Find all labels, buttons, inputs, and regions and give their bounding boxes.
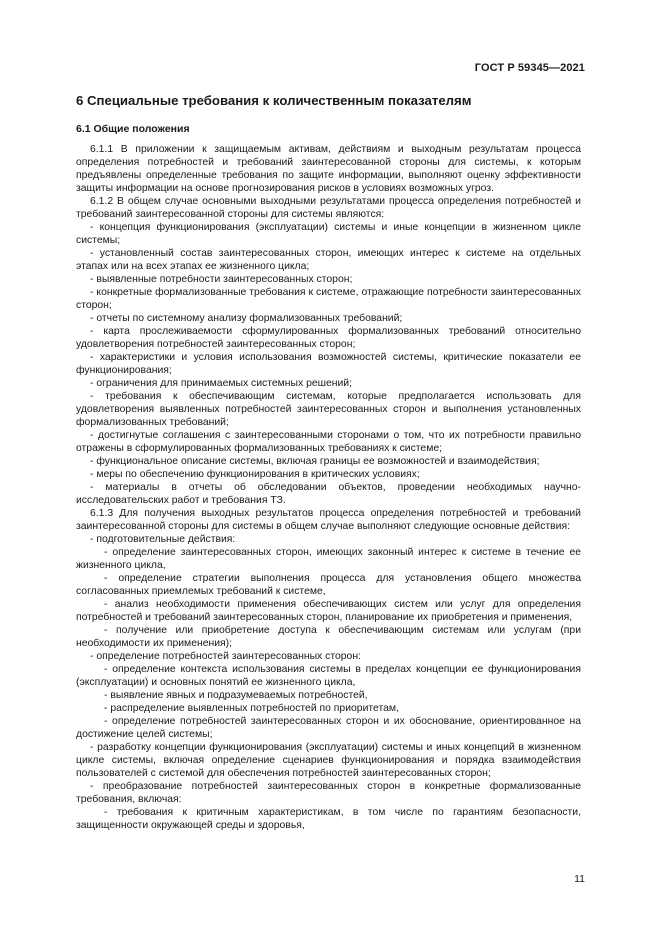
list-item: - концепция функционирования (эксплуатации) системы и иные концепции в жизненном цикле системы; [76, 222, 581, 246]
paragraph: 6.1.3 Для получения выходных результатов процесса определения потребностей и требований заинтересованной стороны для системы в общем случае выполняют следующие основные действия: [76, 508, 581, 532]
list-item: - достигнутые соглашения с заинтересованными сторонами о том, что их потребности правильно отражены в сформулированных формализованных требованиях к системе; [76, 430, 581, 454]
list-item: - требования к критичным характеристикам, в том числе по гарантиям безопасности, защищенности окружающей среды и здоровья, [76, 807, 581, 831]
list-item: - характеристики и условия использования возможностей системы, критические показатели ее функционирования; [76, 352, 581, 376]
list-item: - материалы в отчеты об обследовании объектов, проведении необходимых научно-исследовательских работ и требования ТЗ. [76, 482, 581, 506]
list-item: - требования к обеспечивающим системам, которые предполагается использовать для удовлетворения выявленных потребностей заинтересованных сторон и выполнения установленных формализованных требований; [76, 391, 581, 428]
body-text [76, 143, 581, 832]
paragraph: 6.1.2 В общем случае основными выходными результатами процесса определения потребностей и требований заинтересованной стороны для системы являются: [76, 196, 581, 220]
list-item: - определение заинтересованных сторон, имеющих законный интерес к системе в течение ее жизненного цикла, [76, 547, 581, 571]
list-item: - анализ необходимости применения обеспечивающих систем или услуг для определения потребностей и требований заинтересованных сторон, планирование их приобретения и применения, [76, 599, 581, 623]
list-item: - ограничения для принимаемых системных решений; [90, 378, 353, 389]
list-item: - подготовительные действия: [90, 534, 236, 545]
list-item: - распределение выявленных потребностей по приоритетам, [104, 703, 399, 714]
list-item: - выявленные потребности заинтересованных сторон; [90, 274, 353, 285]
list-item: - разработку концепции функционирования (эксплуатации) системы и иных концепций в жизненном цикле системы, включая определение сценариев функционирования и порядка взаимодействия пользователей с системой для обеспечения потребностей заинтересованных сторон; [76, 742, 581, 779]
paragraph: 6.1.1 В приложении к защищаемым активам, действиям и выходным результатам процесса определения потребностей и требований заинтересованной стороны для системы, к которым предъявлены определенные требования по защите информации, выполняют оценку эффективности защиты информации на основе прогнозирования рисков в условиях возможных угроз. [76, 144, 581, 194]
page-number: 11 [574, 873, 585, 885]
list-item: - меры по обеспечению функционирования в критических условиях; [90, 469, 420, 480]
list-item: - получение или приобретение доступа к обеспечивающим системам или услугам (при необходимости их применения); [76, 625, 581, 649]
list-item: - определение потребностей заинтересованных сторон: [90, 651, 361, 662]
list-item: - определение контекста использования системы в пределах концепции ее функционирования (эксплуатации) и основных понятий ее жизненного цикла, [76, 664, 581, 688]
list-item: - выявление явных и подразумеваемых потребностей, [104, 690, 368, 701]
list-item: - карта прослеживаемости сформулированных формализованных требований относительно удовлетворения потребностей заинтересованных сторон; [76, 326, 581, 350]
list-item: - установленный состав заинтересованных сторон, имеющих интерес к системе на отдельных этапах или на всех этапах ее жизненного цикла; [76, 248, 581, 272]
list-item: - функциональное описание системы, включая границы ее возможностей и взаимодействия; [90, 456, 540, 467]
subsection-title: 6.1 Общие положения [76, 123, 190, 135]
section-title: 6 Специальные требования к количественным показателям [76, 93, 472, 108]
list-item: - конкретные формализованные требования к системе, отражающие потребности заинтересованных сторон; [76, 287, 581, 311]
list-item: - преобразование потребностей заинтересованных сторон в конкретные формализованные требования, включая: [76, 781, 581, 805]
list-item: - определение стратегии выполнения процесса для установления общего множества согласованных приемлемых требований к системе, [76, 573, 581, 597]
standard-code: ГОСТ Р 59345—2021 [474, 62, 585, 74]
list-item: - определение потребностей заинтересованных сторон и их обоснование, ориентированное на достижение целей системы; [76, 716, 581, 740]
list-item: - отчеты по системному анализу формализованных требований; [90, 313, 403, 324]
